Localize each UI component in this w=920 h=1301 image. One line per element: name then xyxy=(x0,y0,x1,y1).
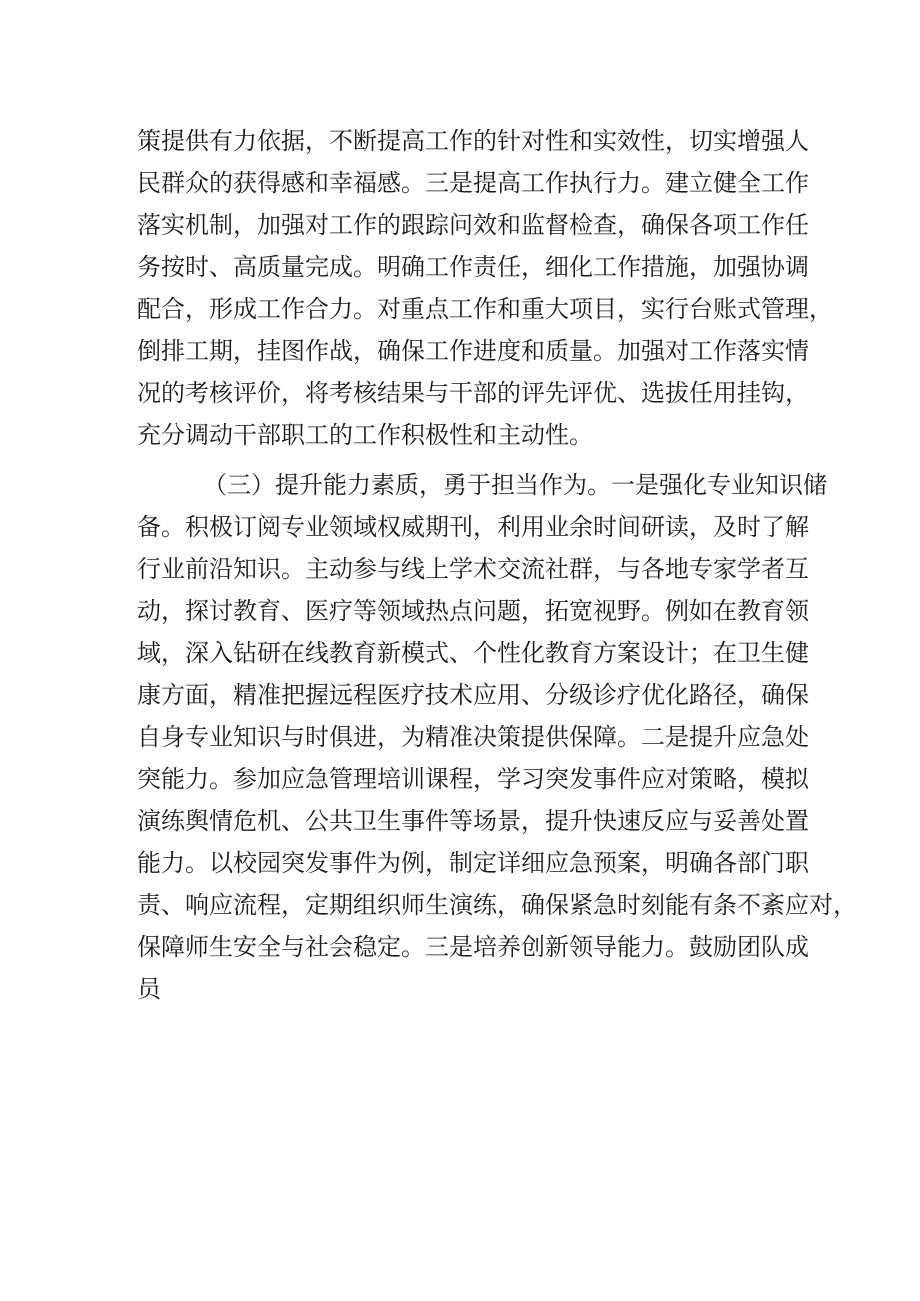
paragraph-2-line: 责、响应流程，定期组织师生演练，确保紧急时刻能有条不紊应对， xyxy=(137,891,857,919)
paragraph-2-line: 演练舆情危机、公共卫生事件等场景，提升快速反应与妥善处置 xyxy=(137,807,809,835)
paragraph-2-line: 保障师生安全与社会稳定。三是培养创新领导能力。鼓励团队成 xyxy=(137,933,809,961)
paragraph-1-line-last: 充分调动干部职工的工作积极性和主动性。 xyxy=(137,421,593,449)
paragraph-2-line: 行业前沿知识。主动参与线上学术交流社群，与各地专家学者互 xyxy=(137,555,809,583)
paragraph-2-line: 能力。以校园突发事件为例，制定详细应急预案，明确各部门职 xyxy=(137,849,809,877)
paragraph-1-line: 倒排工期，挂图作战，确保工作进度和质量。加强对工作落实情 xyxy=(137,337,809,365)
paragraph-1-line: 策提供有力依据，不断提高工作的针对性和实效性，切实增强人 xyxy=(137,127,809,155)
paragraph-1-line: 务按时、高质量完成。明确工作责任，细化工作措施，加强协调 xyxy=(137,253,809,281)
paragraph-gap xyxy=(137,456,797,464)
paragraph-2-line: 备。积极订阅专业领域权威期刊，利用业余时间研读，及时了解 xyxy=(137,513,809,541)
document-body xyxy=(137,120,857,1010)
paragraph-2-line: 自身专业知识与时俱进，为精准决策提供保障。二是提升应急处 xyxy=(137,723,809,751)
paragraph-2-line-last: 员 xyxy=(137,975,161,1003)
paragraph-2-line: 域，深入钻研在线教育新模式、个性化教育方案设计；在卫生健 xyxy=(137,639,809,667)
paragraph-2-line: 突能力。参加应急管理培训课程，学习突发事件应对策略，模拟 xyxy=(137,765,809,793)
paragraph-1-line: 落实机制，加强对工作的跟踪问效和监督检查，确保各项工作任 xyxy=(137,211,809,239)
paragraph-1-line: 民群众的获得感和幸福感。三是提高工作执行力。建立健全工作 xyxy=(137,169,809,197)
paragraph-1-line: 况的考核评价，将考核结果与干部的评先评优、选拔任用挂钩， xyxy=(137,379,809,407)
paragraph-1-line: 配合，形成工作合力。对重点工作和重大项目，实行台账式管理， xyxy=(137,295,833,323)
paragraph-2-first-line: （三）提升能力素质，勇于担当作为。一是强化专业知识储 xyxy=(203,471,827,499)
paragraph-2-line: 康方面，精准把握远程医疗技术应用、分级诊疗优化路径，确保 xyxy=(137,681,809,709)
paragraph-2-line: 动，探讨教育、医疗等领域热点问题，拓宽视野。例如在教育领 xyxy=(137,597,809,625)
